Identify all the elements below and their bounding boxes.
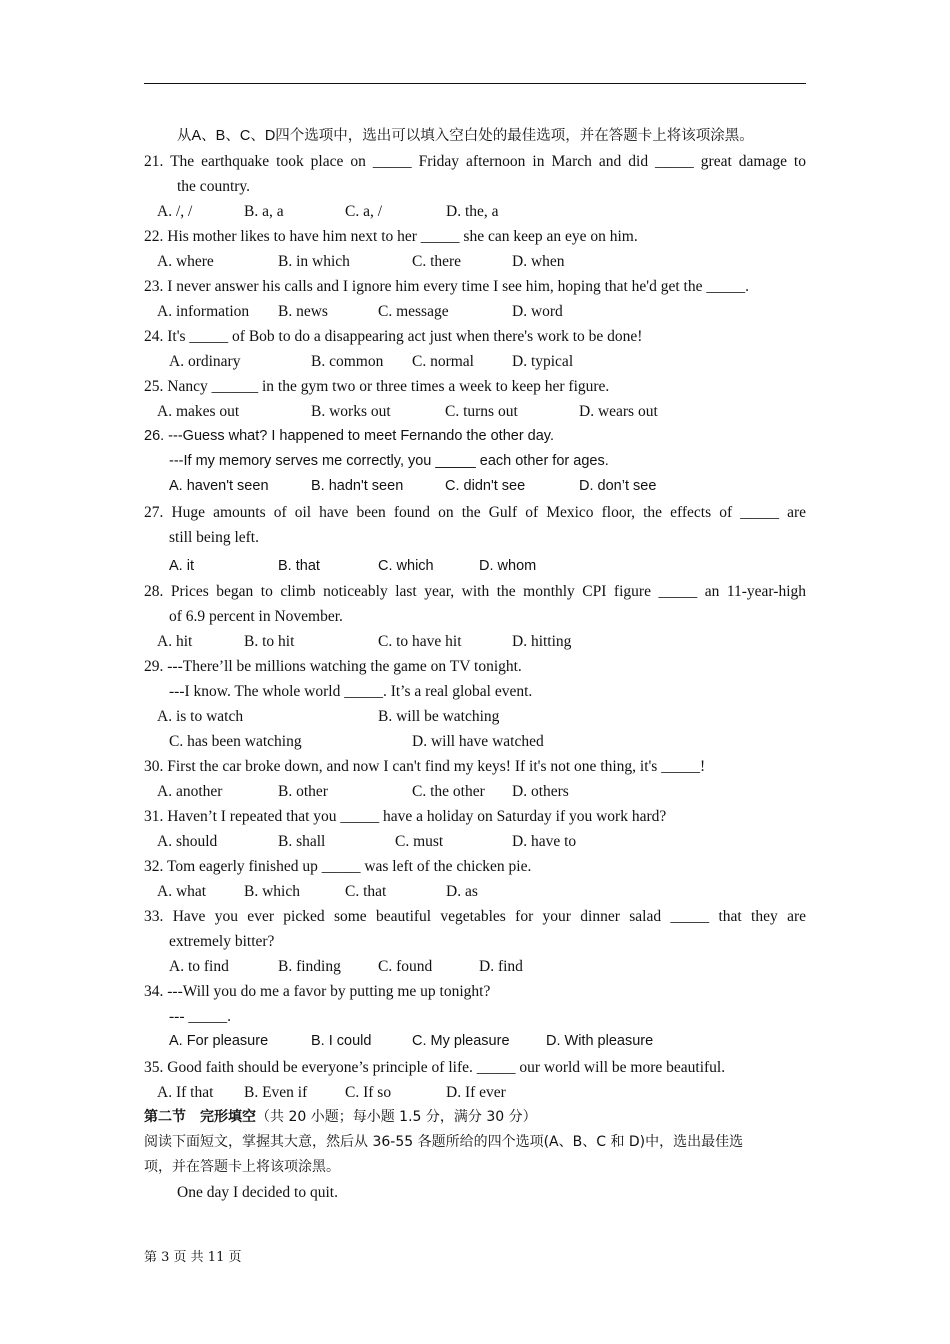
question-28-options	[144, 629, 806, 654]
option-d: D. when	[512, 253, 565, 270]
option-b: B. to hit	[244, 633, 295, 650]
option-c: C. If so	[345, 1084, 392, 1101]
question-22-options	[144, 249, 806, 274]
option-c: C. normal	[412, 353, 474, 370]
option-a: A. /, /	[157, 203, 193, 220]
question-31-options	[144, 829, 806, 854]
question-32-stem: 32. Tom eagerly finished up _____ was left of the chicken pie.	[144, 858, 532, 875]
exam-page	[144, 124, 806, 1205]
question-34-options	[144, 1029, 806, 1054]
option-b: B. other	[278, 783, 328, 800]
section-title: 第二节 完形填空	[144, 1109, 256, 1125]
question-33-options	[144, 954, 806, 979]
question-33-stem: 33. Have you ever picked some beautiful vegetables for your dinner salad _____ that they are	[144, 908, 806, 925]
option-a: A. information	[157, 303, 250, 320]
option-a: A. haven't seen	[169, 478, 269, 494]
option-c: C. to have hit	[378, 633, 462, 650]
section-instructions-line-1: 阅读下面短文，掌握其大意，然后从 36-55 各题所给的四个选项(A、B、C 和 D)中，选出最佳选	[144, 1134, 744, 1150]
option-b: B. works out	[311, 403, 391, 420]
question-27-options	[144, 554, 806, 579]
question-35-stem: 35. Good faith should be everyone’s principle of life. _____ our world will be more beautiful.	[144, 1059, 726, 1076]
option-b: B. in which	[278, 253, 350, 270]
question-23-stem: 23. I never answer his calls and I ignore him every time I see him, hoping that he'd get the _____.	[144, 278, 749, 295]
question-35-options	[144, 1080, 806, 1105]
question-27-stem: 27. Huge amounts of oil have been found on the Gulf of Mexico floor, the effects of _____ are	[144, 504, 806, 521]
question-26-stem: 26. ---Guess what? I happened to meet Fernando the other day.	[144, 428, 555, 444]
question-21-options	[144, 199, 806, 224]
question-34-stem: 34. ---Will you do me a favor by putting me up tonight?	[144, 983, 491, 1000]
question-25-stem: 25. Nancy ______ in the gym two or three times a week to keep her figure.	[144, 378, 610, 395]
option-d: D. find	[479, 958, 523, 975]
option-c: C. that	[345, 883, 387, 900]
passage-first-line: One day I decided to quit.	[177, 1184, 338, 1201]
option-c: C. a, /	[345, 203, 383, 220]
instructions: 从A、B、C、D四个选项中，选出可以填入空白处的最佳选项，并在答题卡上将该项涂黑。	[177, 128, 754, 144]
page-footer: 第 3 页 共 11 页	[144, 1250, 242, 1265]
option-b: B. which	[244, 883, 300, 900]
option-a: A. where	[157, 253, 214, 270]
header-rule	[144, 83, 806, 84]
question-26-stem-cont: ---If my memory serves me correctly, you _____ each other for ages.	[169, 453, 609, 469]
option-d: D. whom	[479, 558, 537, 574]
option-c: C. the other	[412, 783, 485, 800]
option-a: A. makes out	[157, 403, 240, 420]
question-34-stem-cont: --- _____.	[169, 1008, 231, 1025]
option-a: A. hit	[157, 633, 193, 650]
option-c: C. didn't see	[445, 478, 526, 494]
question-33-stem-cont: extremely bitter?	[169, 933, 275, 950]
question-21-stem: 21. The earthquake took place on _____ Friday afternoon in March and did _____ great damage to	[144, 153, 806, 170]
question-24-stem: 24. It's _____ of Bob to do a disappearing act just when there's work to be done!	[144, 328, 643, 345]
option-a: A. another	[157, 783, 223, 800]
option-b: B. Even if	[244, 1084, 308, 1101]
question-32-options	[144, 879, 806, 904]
question-29-options-ab	[144, 704, 806, 729]
option-d: D. word	[512, 303, 563, 320]
option-a: A. to find	[169, 958, 229, 975]
option-a: A. ordinary	[169, 353, 241, 370]
option-d: D. hitting	[512, 633, 572, 650]
option-c: C. turns out	[445, 403, 518, 420]
question-29-stem: 29. ---There’ll be millions watching the game on TV tonight.	[144, 658, 522, 675]
option-c: C. has been watching	[169, 733, 302, 750]
option-a: A. is to watch	[157, 708, 244, 725]
option-d: D. typical	[512, 353, 574, 370]
question-22-stem: 22. His mother likes to have him next to her _____ she can keep an eye on him.	[144, 228, 638, 245]
question-29-options-cd	[144, 729, 806, 754]
option-d: D. With pleasure	[546, 1033, 654, 1049]
question-30-options	[144, 779, 806, 804]
option-a: A. If that	[157, 1084, 214, 1101]
option-d: D. wears out	[579, 403, 658, 420]
section-note: （共 20 小题；每小题 1.5 分，满分 30 分）	[256, 1109, 537, 1125]
question-23-options	[144, 299, 806, 324]
option-d: D. If ever	[446, 1084, 506, 1101]
option-b: B. hadn't seen	[311, 478, 404, 494]
question-25-options	[144, 399, 806, 424]
option-a: A. it	[169, 558, 194, 574]
option-d: D. as	[446, 883, 478, 900]
option-b: B. that	[278, 558, 320, 574]
question-24-options	[144, 349, 806, 374]
option-c: C. must	[395, 833, 444, 850]
option-c: C. found	[378, 958, 433, 975]
question-31-stem: 31. Haven’t I repeated that you _____ have a holiday on Saturday if you work hard?	[144, 808, 667, 825]
option-d: D. will have watched	[412, 733, 544, 750]
question-30-stem: 30. First the car broke down, and now I can't find my keys! If it's not one thing, it's _____!	[144, 758, 706, 775]
option-b: B. common	[311, 353, 384, 370]
option-d: D. others	[512, 783, 569, 800]
option-a: A. should	[157, 833, 218, 850]
option-d: D. have to	[512, 833, 577, 850]
question-28-stem-cont: of 6.9 percent in November.	[169, 608, 343, 625]
option-b: B. news	[278, 303, 328, 320]
question-29-stem-cont: ---I know. The whole world _____. It’s a real global event.	[169, 683, 533, 700]
option-c: C. message	[378, 303, 449, 320]
option-d: D. the, a	[446, 203, 499, 220]
option-c: C. there	[412, 253, 462, 270]
option-b: B. shall	[278, 833, 326, 850]
question-26-options	[144, 474, 806, 499]
question-28-stem: 28. Prices began to climb noticeably last year, with the monthly CPI figure _____ an 11-year-high	[144, 583, 806, 600]
section-heading	[144, 1105, 806, 1130]
option-b: B. I could	[311, 1033, 372, 1049]
option-b: B. finding	[278, 958, 341, 975]
option-c: C. which	[378, 558, 434, 574]
option-c: C. My pleasure	[412, 1033, 510, 1049]
section-instructions-line-2: 项，并在答题卡上将该项涂黑。	[144, 1159, 340, 1175]
option-d: D. don’t see	[579, 478, 657, 494]
question-21-stem-cont: the country.	[177, 178, 251, 195]
option-b: B. will be watching	[378, 708, 500, 725]
option-a: A. what	[157, 883, 207, 900]
option-a: A. For pleasure	[169, 1033, 269, 1049]
option-b: B. a, a	[244, 203, 284, 220]
question-27-stem-cont: still being left.	[169, 529, 259, 546]
